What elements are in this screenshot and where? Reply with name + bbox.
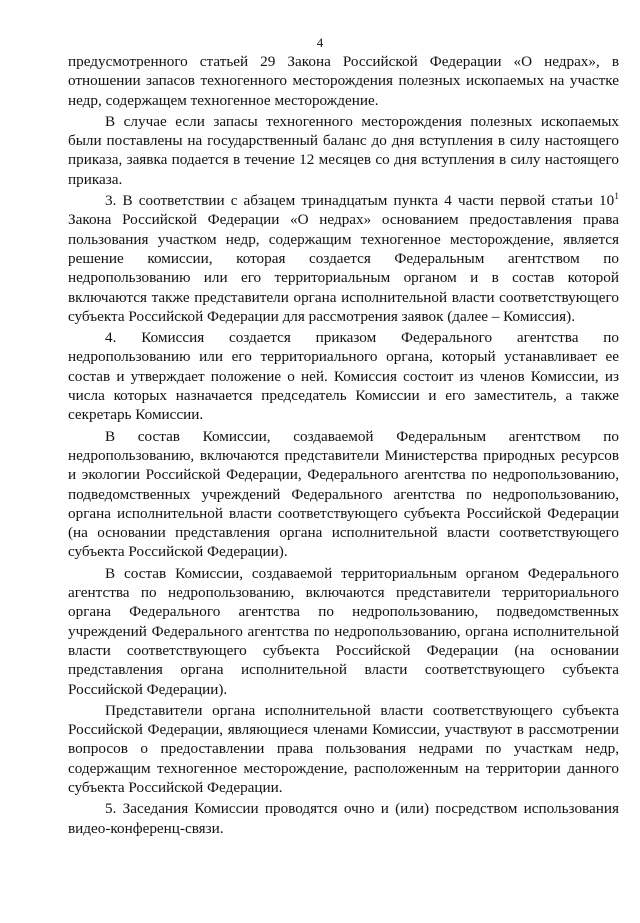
- paragraph-item-4: 4. Комиссия создается приказом Федерального агентства по недропользованию или его территориального органа, который устанавливает ее состав и утверждает положение о ней. Комиссия состоит из членов Комиссии, из числа которых назначается председатель Комиссии и его заместитель, а также секретарь Комиссии.: [68, 329, 619, 424]
- article-superscript: 1: [614, 192, 619, 203]
- page-number: 4: [316, 35, 324, 50]
- paragraph-territorial-commission: В состав Комиссии, создаваемой территориальным органом Федерального агентства по недропользованию, включаются представители территориального органа Федерального агентства по недропользованию, подведомственных учреждений Федерального агентства по недропользованию, органа исполнительной власти соответствующего субъекта Российской Федерации (на основании представления органа исполнительной власти соответствующего субъекта Российской Федерации).: [68, 564, 619, 698]
- paragraph-item-5: 5. Заседания Комиссии проводятся очно и (или) посредством использования видео-конференц-связи.: [68, 800, 619, 837]
- paragraph-regional-representatives: Представители органа исполнительной власти соответствующего субъекта Российской Федерации, являющиеся членами Комиссии, участвуют в рассмотрении вопросов о предоставлении права пользования недрами по участкам недр, содержащим техногенное месторождение, расположенным на территории данного субъекта Российской Федерации.: [68, 701, 619, 796]
- paragraph-federal-commission: В состав Комиссии, создаваемой Федеральным агентством по недропользованию, включаются представители Министерства природных ресурсов и экологии Российской Федерации, Федерального агентства по недропользованию, подведомственных учреждений Федерального агентства по недропользованию, органа исполнительной власти соответствующего субъекта Российской Федерации (на основании представления органа исполнительной власти соответствующего субъекта Российской Федерации).: [68, 427, 619, 561]
- paragraph-item-3: [68, 191, 619, 326]
- paragraph-deadline: В случае если запасы техногенного месторождения полезных ископаемых были поставлены на государственный баланс до дня вступления в силу настоящего приказа, заявка подается в течение 12 месяцев со дня вступления в силу настоящего приказа.: [68, 112, 619, 188]
- paragraph-item-3-rest: Закона Российской Федерации «О недрах» основанием предоставления права пользования участком недр, содержащим техногенное месторождение, является решение комиссии, которая создается Федеральным агентством по недропользованию или его территориальным органом и в состав которой включаются также представители органа исполнительной власти соответствующего субъекта Российской Федерации для рассмотрения заявок (далее – Комиссия).: [68, 211, 619, 325]
- paragraph-continuation: предусмотренного статьей 29 Закона Российской Федерации «О недрах», в отношении запасов техногенного месторождения полезных ископаемых на участке недр, содержащем техногенное месторождение.: [68, 53, 619, 109]
- paragraph-item-3-start: 3. В соответствии с абзацем тринадцатым пункта 4 части первой статьи 10: [105, 192, 615, 210]
- document-body: [68, 52, 619, 840]
